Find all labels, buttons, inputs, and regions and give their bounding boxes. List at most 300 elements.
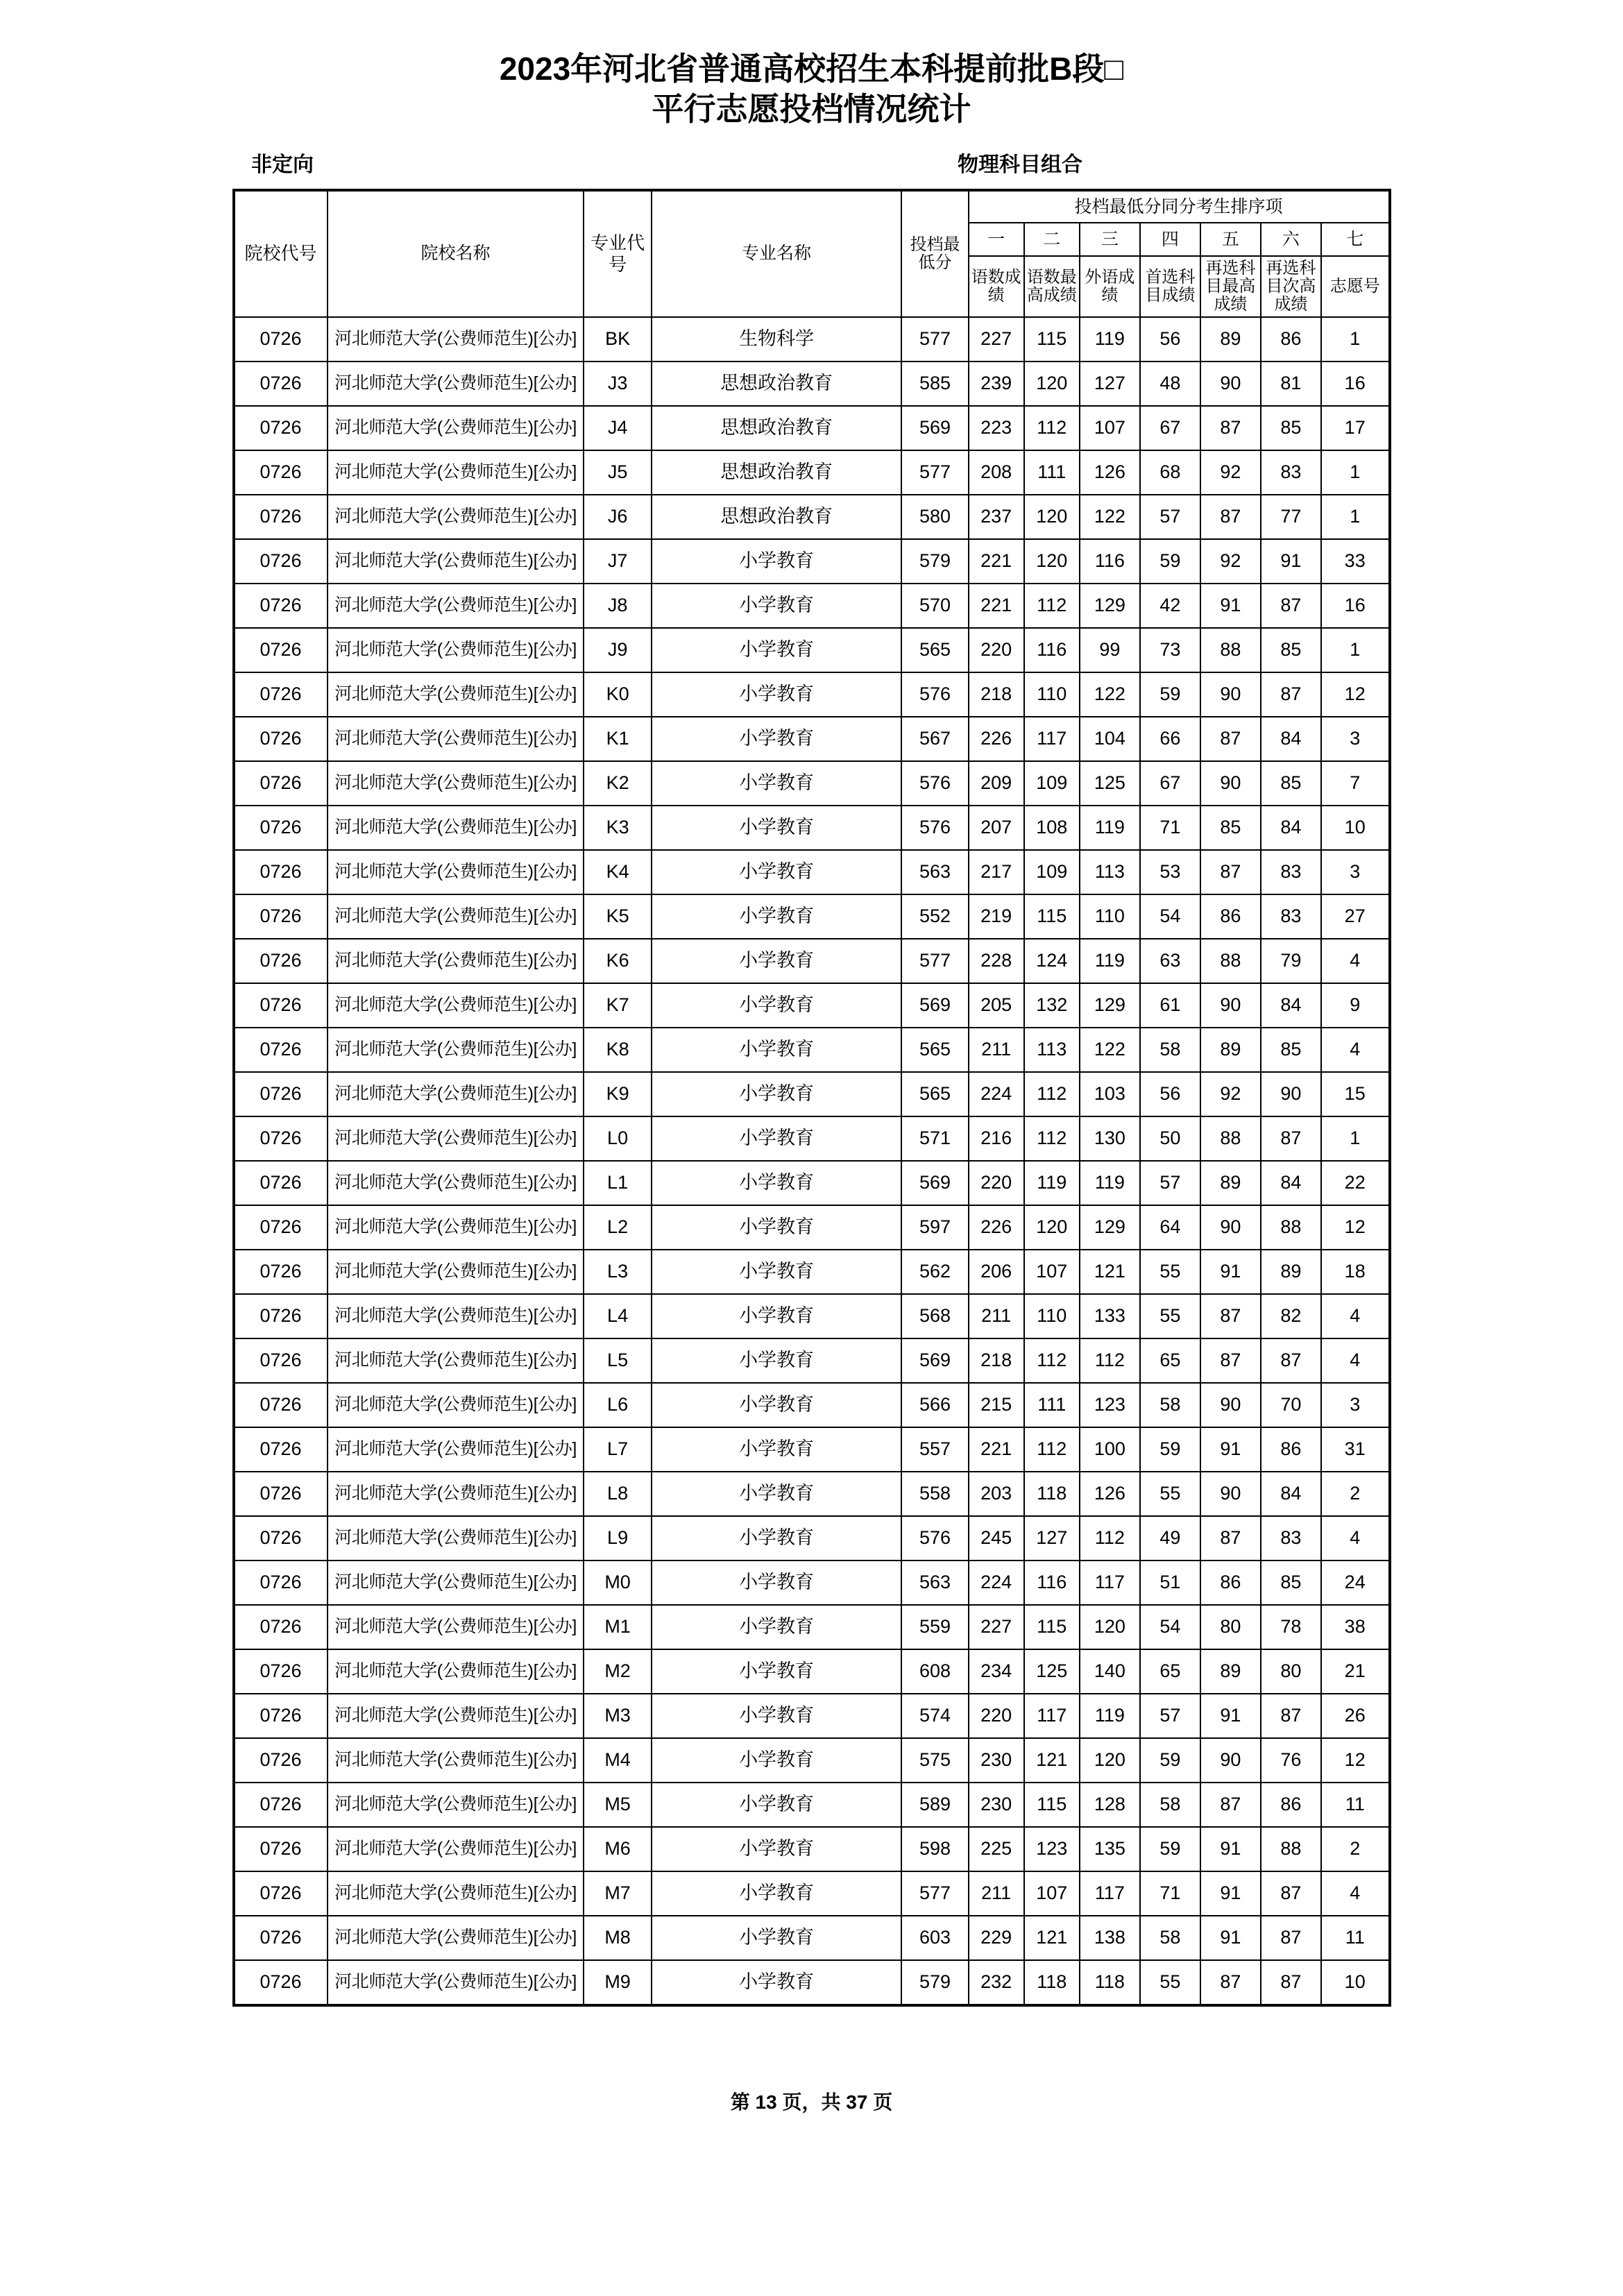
cell-major-name: 小学教育: [652, 1605, 902, 1649]
cell-rank-6: 84: [1261, 717, 1321, 761]
table-row: [234, 1649, 1390, 1694]
cell-major-name: 思想政治教育: [652, 406, 902, 450]
cell-rank-1: 211: [969, 1294, 1024, 1338]
header-min-score-label: 投档最低分: [910, 235, 960, 272]
cell-volunteer-no: 12: [1321, 672, 1390, 717]
cell-school-name: 河北师范大学(公费师范生)[公办]: [328, 1694, 584, 1738]
cell-rank-1: 227: [969, 1605, 1024, 1649]
cell-rank-5: 86: [1200, 1561, 1261, 1605]
cell-school-code: 0726: [234, 1205, 328, 1250]
cell-min-score: 562: [901, 1250, 968, 1294]
cell-rank-2: 132: [1024, 983, 1080, 1028]
cell-rank-6: 84: [1261, 1472, 1321, 1516]
cell-rank-5: 91: [1200, 1827, 1261, 1871]
cell-rank-3: 130: [1080, 1116, 1140, 1161]
cell-rank-1: 205: [969, 983, 1024, 1028]
table-row: [234, 983, 1390, 1028]
cell-school-name: 河北师范大学(公费师范生)[公办]: [328, 1072, 584, 1116]
cell-major-code: L9: [584, 1516, 651, 1561]
cell-min-score: 558: [901, 1472, 968, 1516]
header-row-group: [234, 190, 1390, 223]
cell-school-code: 0726: [234, 894, 328, 939]
cell-rank-5: 87: [1200, 1783, 1261, 1827]
cell-rank-4: 71: [1140, 1871, 1200, 1916]
cell-school-name: 河北师范大学(公费师范生)[公办]: [328, 1250, 584, 1294]
cell-volunteer-no: 10: [1321, 806, 1390, 850]
cell-rank-2: 127: [1024, 1516, 1080, 1561]
table-row: [234, 539, 1390, 584]
cell-rank-3: 129: [1080, 1205, 1140, 1250]
cell-major-name: 小学教育: [652, 672, 902, 717]
cell-rank-3: 128: [1080, 1783, 1140, 1827]
cell-major-code: M9: [584, 1960, 651, 2005]
cell-min-score: 577: [901, 1871, 968, 1916]
header-rank-label-7: [1321, 256, 1390, 317]
cell-rank-3: 107: [1080, 406, 1140, 450]
header-rank-label-3: [1080, 256, 1140, 317]
cell-rank-6: 80: [1261, 1649, 1321, 1694]
cell-major-code: M2: [584, 1649, 651, 1694]
cell-rank-4: 55: [1140, 1960, 1200, 2005]
header-school-name: [328, 190, 584, 317]
cell-rank-6: 87: [1261, 672, 1321, 717]
cell-min-score: 577: [901, 939, 968, 983]
cell-volunteer-no: 21: [1321, 1649, 1390, 1694]
cell-rank-2: 123: [1024, 1827, 1080, 1871]
cell-min-score: 568: [901, 1294, 968, 1338]
cell-school-name: 河北师范大学(公费师范生)[公办]: [328, 1960, 584, 2005]
category-row: [0, 147, 1623, 179]
cell-major-name: 小学教育: [652, 1250, 902, 1294]
cell-school-code: 0726: [234, 761, 328, 806]
cell-school-name: 河北师范大学(公费师范生)[公办]: [328, 1161, 584, 1205]
cell-rank-5: 87: [1200, 1294, 1261, 1338]
cell-rank-1: 221: [969, 584, 1024, 628]
cell-rank-5: 92: [1200, 539, 1261, 584]
header-rank-label-5-text: 再选科目最高成绩: [1205, 259, 1256, 314]
cell-rank-6: 82: [1261, 1294, 1321, 1338]
cell-school-code: 0726: [234, 1605, 328, 1649]
admission-statistics-table: [232, 189, 1391, 2007]
cell-rank-4: 65: [1140, 1338, 1200, 1383]
cell-major-name: 小学教育: [652, 1561, 902, 1605]
cell-school-code: 0726: [234, 539, 328, 584]
cell-major-name: 小学教育: [652, 584, 902, 628]
cell-school-code: 0726: [234, 672, 328, 717]
cell-rank-1: 226: [969, 717, 1024, 761]
cell-rank-6: 87: [1261, 1916, 1321, 1960]
cell-min-score: 565: [901, 1072, 968, 1116]
cell-rank-1: 220: [969, 1694, 1024, 1738]
cell-major-name: 小学教育: [652, 1028, 902, 1072]
cell-rank-6: 87: [1261, 1871, 1321, 1916]
cell-rank-5: 90: [1200, 1383, 1261, 1427]
cell-rank-4: 53: [1140, 850, 1200, 894]
cell-volunteer-no: 11: [1321, 1916, 1390, 1960]
cell-rank-1: 228: [969, 939, 1024, 983]
cell-volunteer-no: 10: [1321, 1960, 1390, 2005]
cell-min-score: 569: [901, 406, 968, 450]
header-school-code: [234, 190, 328, 317]
cell-rank-3: 133: [1080, 1294, 1140, 1338]
cell-rank-2: 116: [1024, 628, 1080, 672]
cell-rank-6: 85: [1261, 1028, 1321, 1072]
cell-school-name: 河北师范大学(公费师范生)[公办]: [328, 939, 584, 983]
table-row: [234, 1561, 1390, 1605]
cell-major-code: L1: [584, 1161, 651, 1205]
header-rank-label-1-text: 语数成绩: [971, 267, 1021, 305]
cell-major-name: 小学教育: [652, 628, 902, 672]
cell-rank-3: 113: [1080, 850, 1140, 894]
cell-rank-3: 104: [1080, 717, 1140, 761]
table-row: [234, 1605, 1390, 1649]
cell-rank-3: 120: [1080, 1605, 1140, 1649]
cell-rank-4: 56: [1140, 1072, 1200, 1116]
cell-rank-3: 129: [1080, 983, 1140, 1028]
cell-major-code: K2: [584, 761, 651, 806]
cell-major-code: K8: [584, 1028, 651, 1072]
cell-rank-1: 237: [969, 495, 1024, 539]
cell-rank-1: 211: [969, 1028, 1024, 1072]
cell-rank-6: 77: [1261, 495, 1321, 539]
cell-volunteer-no: 4: [1321, 1294, 1390, 1338]
cell-volunteer-no: 4: [1321, 1516, 1390, 1561]
cell-rank-3: 119: [1080, 1161, 1140, 1205]
cell-rank-1: 234: [969, 1649, 1024, 1694]
cell-min-score: 569: [901, 1161, 968, 1205]
cell-rank-2: 112: [1024, 584, 1080, 628]
cell-volunteer-no: 11: [1321, 1783, 1390, 1827]
cell-rank-4: 58: [1140, 1383, 1200, 1427]
cell-major-name: 小学教育: [652, 761, 902, 806]
cell-volunteer-no: 22: [1321, 1161, 1390, 1205]
cell-school-code: 0726: [234, 1871, 328, 1916]
cell-min-score: 559: [901, 1605, 968, 1649]
statistics-table-wrapper: [232, 189, 1391, 2007]
table-row: [234, 1072, 1390, 1116]
cell-school-name: 河北师范大学(公费师范生)[公办]: [328, 1916, 584, 1960]
cell-major-name: 思想政治教育: [652, 362, 902, 406]
cell-rank-4: 61: [1140, 983, 1200, 1028]
cell-rank-4: 58: [1140, 1916, 1200, 1960]
cell-rank-5: 90: [1200, 1738, 1261, 1783]
cell-min-score: 565: [901, 1028, 968, 1072]
cell-major-code: M8: [584, 1916, 651, 1960]
cell-rank-1: 207: [969, 806, 1024, 850]
table-row: [234, 761, 1390, 806]
cell-rank-4: 51: [1140, 1561, 1200, 1605]
cell-rank-6: 83: [1261, 850, 1321, 894]
cell-school-code: 0726: [234, 1472, 328, 1516]
cell-school-name: 河北师范大学(公费师范生)[公办]: [328, 1028, 584, 1072]
cell-rank-4: 59: [1140, 539, 1200, 584]
cell-major-code: J9: [584, 628, 651, 672]
header-rank-label-3-text: 外语成绩: [1085, 267, 1135, 305]
cell-volunteer-no: 4: [1321, 1871, 1390, 1916]
cell-major-code: M1: [584, 1605, 651, 1649]
cell-rank-3: 117: [1080, 1871, 1140, 1916]
cell-major-code: K7: [584, 983, 651, 1028]
cell-rank-4: 68: [1140, 450, 1200, 495]
cell-school-code: 0726: [234, 1738, 328, 1783]
cell-rank-5: 85: [1200, 806, 1261, 850]
cell-major-code: J3: [584, 362, 651, 406]
table-row: [234, 1294, 1390, 1338]
cell-rank-2: 115: [1024, 317, 1080, 362]
cell-major-code: J6: [584, 495, 651, 539]
cell-major-code: K3: [584, 806, 651, 850]
cell-major-name: 小学教育: [652, 1516, 902, 1561]
table-row: [234, 672, 1390, 717]
cell-rank-6: 91: [1261, 539, 1321, 584]
cell-rank-5: 87: [1200, 717, 1261, 761]
cell-volunteer-no: 15: [1321, 1072, 1390, 1116]
cell-rank-5: 90: [1200, 983, 1261, 1028]
cell-school-name: 河北师范大学(公费师范生)[公办]: [328, 1649, 584, 1694]
cell-min-score: 589: [901, 1783, 968, 1827]
cell-rank-1: 224: [969, 1561, 1024, 1605]
cell-rank-4: 66: [1140, 717, 1200, 761]
cell-rank-4: 49: [1140, 1516, 1200, 1561]
cell-rank-1: 218: [969, 1338, 1024, 1383]
cell-rank-1: 230: [969, 1783, 1024, 1827]
cell-min-score: 577: [901, 317, 968, 362]
cell-school-code: 0726: [234, 1028, 328, 1072]
cell-school-name: 河北师范大学(公费师范生)[公办]: [328, 1472, 584, 1516]
cell-major-name: 小学教育: [652, 1871, 902, 1916]
cell-school-name: 河北师范大学(公费师范生)[公办]: [328, 584, 584, 628]
cell-min-score: 608: [901, 1649, 968, 1694]
cell-rank-4: 65: [1140, 1649, 1200, 1694]
cell-rank-6: 87: [1261, 1960, 1321, 2005]
header-rank-num-5: 五: [1200, 223, 1261, 256]
cell-volunteer-no: 7: [1321, 761, 1390, 806]
cell-rank-5: 90: [1200, 1205, 1261, 1250]
cell-volunteer-no: 27: [1321, 894, 1390, 939]
cell-min-score: 576: [901, 1516, 968, 1561]
cell-rank-1: 218: [969, 672, 1024, 717]
table-row: [234, 1516, 1390, 1561]
cell-rank-2: 119: [1024, 1161, 1080, 1205]
header-rank-label-7-text: 志愿号: [1329, 276, 1380, 296]
cell-rank-1: 220: [969, 1161, 1024, 1205]
cell-major-name: 小学教育: [652, 1472, 902, 1516]
cell-rank-1: 219: [969, 894, 1024, 939]
cell-rank-3: 119: [1080, 1694, 1140, 1738]
cell-rank-3: 112: [1080, 1516, 1140, 1561]
cell-rank-1: 230: [969, 1738, 1024, 1783]
cell-rank-2: 115: [1024, 894, 1080, 939]
cell-rank-5: 87: [1200, 406, 1261, 450]
cell-school-code: 0726: [234, 1960, 328, 2005]
cell-school-code: 0726: [234, 1516, 328, 1561]
cell-school-code: 0726: [234, 1427, 328, 1472]
table-row: [234, 1250, 1390, 1294]
cell-volunteer-no: 12: [1321, 1205, 1390, 1250]
cell-rank-4: 59: [1140, 1827, 1200, 1871]
cell-rank-4: 63: [1140, 939, 1200, 983]
cell-rank-3: 119: [1080, 317, 1140, 362]
table-row: [234, 1916, 1390, 1960]
cell-rank-1: 232: [969, 1960, 1024, 2005]
cell-rank-6: 84: [1261, 983, 1321, 1028]
cell-school-name: 河北师范大学(公费师范生)[公办]: [328, 1783, 584, 1827]
table-row: [234, 317, 1390, 362]
header-rank-num-3: 三: [1080, 223, 1140, 256]
cell-major-name: 思想政治教育: [652, 450, 902, 495]
cell-school-name: 河北师范大学(公费师范生)[公办]: [328, 850, 584, 894]
cell-rank-5: 91: [1200, 584, 1261, 628]
cell-min-score: 567: [901, 717, 968, 761]
cell-rank-6: 83: [1261, 450, 1321, 495]
cell-school-name: 河北师范大学(公费师范生)[公办]: [328, 495, 584, 539]
cell-major-name: 小学教育: [652, 1205, 902, 1250]
cell-rank-3: 112: [1080, 1338, 1140, 1383]
table-row: [234, 806, 1390, 850]
cell-min-score: 579: [901, 539, 968, 584]
cell-rank-2: 107: [1024, 1250, 1080, 1294]
table-row: [234, 1960, 1390, 2005]
header-rank-label-5: [1200, 256, 1261, 317]
cell-rank-5: 90: [1200, 672, 1261, 717]
cell-school-name: 河北师范大学(公费师范生)[公办]: [328, 1516, 584, 1561]
cell-major-name: 小学教育: [652, 1161, 902, 1205]
cell-min-score: 576: [901, 672, 968, 717]
cell-rank-3: 103: [1080, 1072, 1140, 1116]
table-row: [234, 850, 1390, 894]
cell-rank-1: 215: [969, 1383, 1024, 1427]
cell-rank-2: 112: [1024, 1072, 1080, 1116]
cell-major-code: K0: [584, 672, 651, 717]
header-major-code-label: 专业代号: [590, 232, 645, 275]
cell-rank-3: 121: [1080, 1250, 1140, 1294]
table-row: [234, 939, 1390, 983]
cell-major-name: 小学教育: [652, 806, 902, 850]
cell-rank-2: 121: [1024, 1916, 1080, 1960]
cell-rank-6: 86: [1261, 317, 1321, 362]
table-row: [234, 1028, 1390, 1072]
cell-min-score: 571: [901, 1116, 968, 1161]
table-row: [234, 362, 1390, 406]
cell-major-name: 小学教育: [652, 1960, 902, 2005]
cell-rank-5: 91: [1200, 1250, 1261, 1294]
cell-school-code: 0726: [234, 584, 328, 628]
cell-rank-3: 100: [1080, 1427, 1140, 1472]
cell-major-name: 小学教育: [652, 1294, 902, 1338]
cell-volunteer-no: 1: [1321, 628, 1390, 672]
cell-rank-6: 89: [1261, 1250, 1321, 1294]
cell-rank-5: 91: [1200, 1694, 1261, 1738]
cell-rank-1: 245: [969, 1516, 1024, 1561]
cell-school-name: 河北师范大学(公费师范生)[公办]: [328, 806, 584, 850]
cell-volunteer-no: 3: [1321, 1383, 1390, 1427]
cell-school-name: 河北师范大学(公费师范生)[公办]: [328, 894, 584, 939]
cell-rank-5: 89: [1200, 1161, 1261, 1205]
cell-rank-5: 88: [1200, 939, 1261, 983]
cell-rank-5: 90: [1200, 1472, 1261, 1516]
cell-volunteer-no: 1: [1321, 1116, 1390, 1161]
cell-min-score: 575: [901, 1738, 968, 1783]
cell-rank-2: 120: [1024, 539, 1080, 584]
cell-rank-3: 127: [1080, 362, 1140, 406]
cell-volunteer-no: 33: [1321, 539, 1390, 584]
cell-min-score: 557: [901, 1427, 968, 1472]
cell-major-code: M7: [584, 1871, 651, 1916]
cell-major-code: J7: [584, 539, 651, 584]
cell-rank-4: 57: [1140, 1161, 1200, 1205]
header-major-code: [584, 190, 651, 317]
cell-school-code: 0726: [234, 1161, 328, 1205]
cell-school-code: 0726: [234, 1294, 328, 1338]
table-row: [234, 1383, 1390, 1427]
cell-major-code: J8: [584, 584, 651, 628]
cell-rank-2: 112: [1024, 1427, 1080, 1472]
cell-rank-3: 120: [1080, 1738, 1140, 1783]
cell-volunteer-no: 3: [1321, 850, 1390, 894]
cell-school-name: 河北师范大学(公费师范生)[公办]: [328, 1827, 584, 1871]
cell-rank-4: 73: [1140, 628, 1200, 672]
cell-major-name: 小学教育: [652, 1827, 902, 1871]
header-major-name: [652, 190, 902, 317]
cell-major-name: 小学教育: [652, 983, 902, 1028]
cell-rank-2: 115: [1024, 1605, 1080, 1649]
cell-min-score: 563: [901, 850, 968, 894]
table-row: [234, 1338, 1390, 1383]
cell-school-name: 河北师范大学(公费师范生)[公办]: [328, 450, 584, 495]
cell-school-code: 0726: [234, 1827, 328, 1871]
cell-school-code: 0726: [234, 1561, 328, 1605]
cell-rank-6: 76: [1261, 1738, 1321, 1783]
table-row: [234, 1472, 1390, 1516]
cell-rank-3: 119: [1080, 939, 1140, 983]
cell-rank-5: 91: [1200, 1871, 1261, 1916]
header-rank-label-2: [1024, 256, 1080, 317]
header-rank-label-2-text: 语数最高成绩: [1026, 267, 1077, 305]
header-min-score: [901, 190, 968, 317]
cell-rank-6: 78: [1261, 1605, 1321, 1649]
cell-rank-2: 125: [1024, 1649, 1080, 1694]
cell-rank-3: 119: [1080, 806, 1140, 850]
cell-rank-2: 120: [1024, 362, 1080, 406]
cell-school-name: 河北师范大学(公费师范生)[公办]: [328, 1561, 584, 1605]
cell-major-name: 小学教育: [652, 1783, 902, 1827]
table-row: [234, 1783, 1390, 1827]
cell-rank-2: 120: [1024, 495, 1080, 539]
cell-rank-5: 86: [1200, 894, 1261, 939]
cell-rank-5: 87: [1200, 1338, 1261, 1383]
cell-school-code: 0726: [234, 1649, 328, 1694]
table-row: [234, 717, 1390, 761]
cell-rank-6: 85: [1261, 761, 1321, 806]
page-footer: 第 13 页，共 37 页: [730, 2091, 893, 2113]
cell-rank-5: 90: [1200, 761, 1261, 806]
category-right-label: 物理科目组合: [958, 153, 1082, 176]
cell-rank-6: 87: [1261, 584, 1321, 628]
cell-min-score: 569: [901, 1338, 968, 1383]
cell-major-name: 小学教育: [652, 539, 902, 584]
cell-major-code: L6: [584, 1383, 651, 1427]
cell-major-code: M5: [584, 1783, 651, 1827]
cell-major-name: 小学教育: [652, 1694, 902, 1738]
cell-rank-3: 110: [1080, 894, 1140, 939]
cell-school-name: 河北师范大学(公费师范生)[公办]: [328, 1871, 584, 1916]
cell-rank-6: 85: [1261, 406, 1321, 450]
table-row: [234, 1827, 1390, 1871]
cell-rank-3: 125: [1080, 761, 1140, 806]
cell-major-code: M4: [584, 1738, 651, 1783]
header-rank-label-6: [1261, 256, 1321, 317]
header-rank-num-7: 七: [1321, 223, 1390, 256]
